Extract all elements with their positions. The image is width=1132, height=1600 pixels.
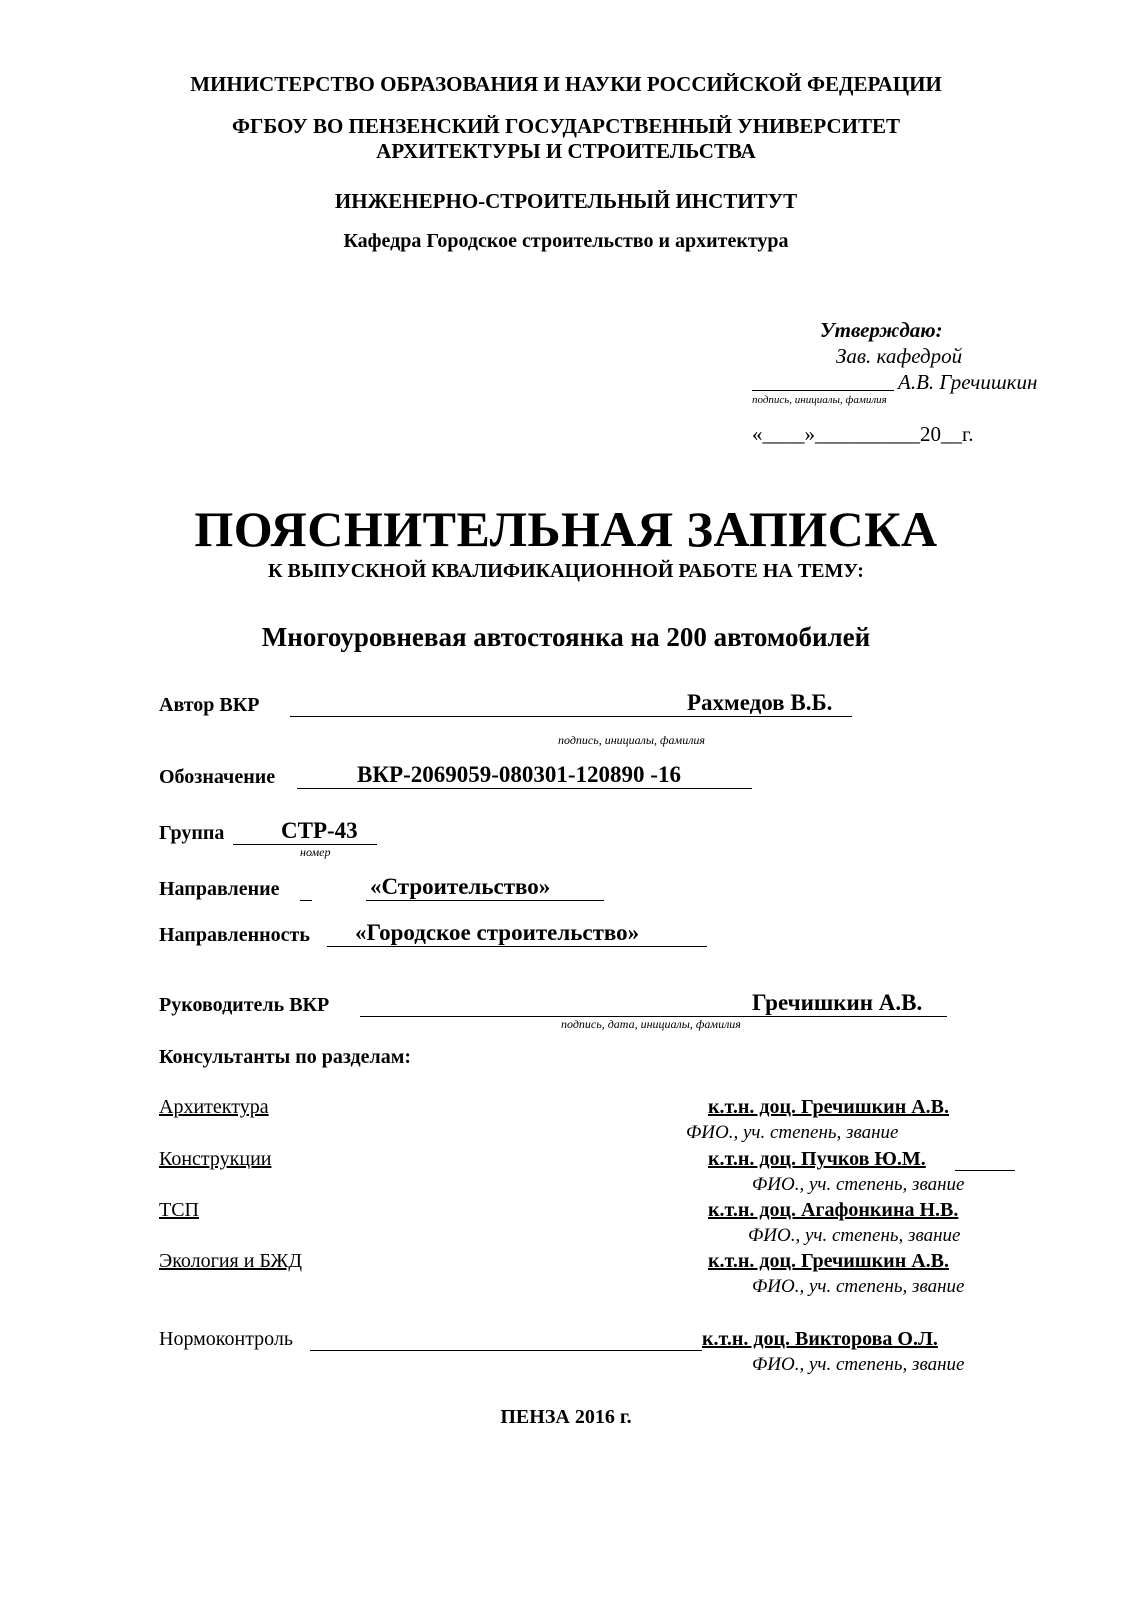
- designation-line: [297, 788, 752, 789]
- supervisor-value: Гречишкин А.В.: [752, 990, 923, 1015]
- approval-position: Зав. кафедрой: [836, 344, 963, 368]
- supervisor-label: Руководитель ВКР: [159, 994, 330, 1016]
- consultant-section-ecology: Экология и БЖД: [159, 1250, 302, 1272]
- consultant-name-ecology: к.т.н. доц. Гречишкин А.В.: [708, 1250, 950, 1272]
- consultant-hint-tsp: ФИО., уч. степень, звание: [748, 1225, 961, 1246]
- direction-label: Направление: [159, 878, 280, 900]
- city-year: ПЕНЗА 2016 г.: [500, 1406, 632, 1428]
- university-heading-line1: ФГБОУ ВО ПЕНЗЕНСКИЙ ГОСУДАРСТВЕННЫЙ УНИВЕРСИТЕТ: [231, 114, 901, 138]
- department-heading: Кафедра Городское строительство и архитектура: [343, 230, 789, 252]
- supervisor-hint: подпись, дата, инициалы, фамилия: [561, 1017, 741, 1031]
- university-heading-line2: АРХИТЕКТУРЫ И СТРОИТЕЛЬСТВА: [376, 139, 756, 163]
- orientation-line: [327, 946, 707, 947]
- author-line: [290, 716, 852, 717]
- consultant-name-tsp: к.т.н. доц. Агафонкина Н.В.: [708, 1199, 959, 1221]
- normcontrol-line: [310, 1350, 702, 1351]
- group-value: СТР-43: [281, 818, 358, 843]
- document-title: ПОЯСНИТЕЛЬНАЯ ЗАПИСКА: [194, 501, 938, 557]
- consultant-hint-ecology: ФИО., уч. степень, звание: [752, 1276, 965, 1297]
- consultant-section-structures: Конструкции: [159, 1148, 272, 1170]
- consultant-section-tsp: ТСП: [159, 1199, 199, 1221]
- consultant-hint-architecture: ФИО., уч. степень, звание: [686, 1122, 899, 1143]
- group-label: Группа: [159, 822, 225, 844]
- approval-signature-line: [752, 390, 894, 391]
- orientation-value: «Городское строительство»: [355, 920, 640, 945]
- direction-line-b: [366, 900, 604, 901]
- direction-line-a: [300, 900, 312, 901]
- orientation-label: Направленность: [159, 924, 310, 946]
- direction-value: «Строительство»: [370, 874, 551, 899]
- consultant-line-structures: [955, 1170, 1015, 1171]
- approval-label: Утверждаю:: [820, 318, 943, 342]
- normcontrol-name: к.т.н. доц. Викторова О.Л.: [702, 1328, 938, 1350]
- group-hint: номер: [300, 845, 331, 859]
- approval-date-line: «____»__________20__г.: [752, 422, 974, 446]
- ministry-heading: МИНИСТЕРСТВО ОБРАЗОВАНИЯ И НАУКИ РОССИЙСКОЙ ФЕДЕРАЦИИ: [190, 72, 942, 96]
- consultant-name-architecture: к.т.н. доц. Гречишкин А.В.: [708, 1096, 950, 1118]
- approval-signature-hint: подпись, инициалы, фамилия: [752, 394, 887, 406]
- normcontrol-label: Нормоконтроль: [159, 1328, 294, 1350]
- designation-label: Обозначение: [159, 766, 276, 788]
- author-hint: подпись, инициалы, фамилия: [558, 733, 705, 747]
- consultants-heading: Консультанты по разделам:: [159, 1046, 412, 1068]
- consultant-name-structures: к.т.н. доц. Пучков Ю.М.: [708, 1148, 926, 1170]
- institute-heading: ИНЖЕНЕРНО-СТРОИТЕЛЬНЫЙ ИНСТИТУТ: [334, 189, 798, 213]
- approval-name: А.В. Гречишкин: [898, 370, 1038, 394]
- author-value: Рахмедов В.Б.: [687, 690, 833, 715]
- consultant-hint-structures: ФИО., уч. степень, звание: [752, 1174, 965, 1195]
- consultant-section-architecture: Архитектура: [159, 1096, 269, 1118]
- document-subtitle: К ВЫПУСКНОЙ КВАЛИФИКАЦИОННОЙ РАБОТЕ НА ТЕМУ:: [268, 560, 864, 582]
- author-label: Автор ВКР: [159, 694, 260, 716]
- thesis-topic: Многоуровневая автостоянка на 200 автомобилей: [261, 622, 871, 652]
- normcontrol-hint: ФИО., уч. степень, звание: [752, 1354, 965, 1375]
- designation-value: ВКР-2069059-080301-120890 -16: [357, 762, 681, 787]
